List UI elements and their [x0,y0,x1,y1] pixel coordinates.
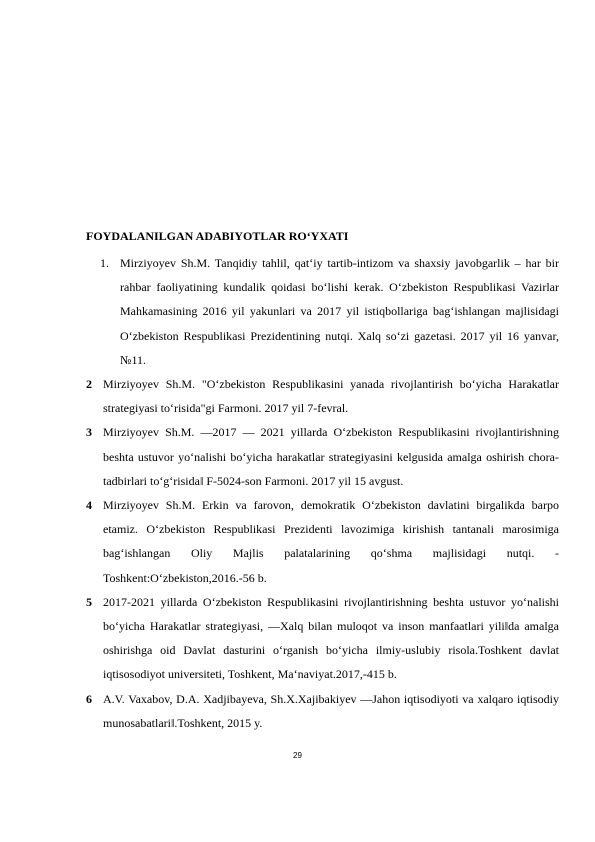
reference-number: 3 [86,425,92,440]
reference-text: Mirziyoyev Sh.M. Erkin va farovon, demokratik O‘zbekiston davlatini birgalikda barpo etamiz. O‘zbekiston Respublikasi Prezidenti lavozimiga kirishish tantanali marosimiga bag‘ishlangan Oliy Majlis palatalarining qo‘shma majlisidagi nutqi. - Toshkent:O‘zbekiston,2016.-56 b. [103,498,559,585]
references-list [86,251,559,735]
reference-text: Mirziyoyev Sh.M. ―2017 — 2021 yillarda O‘zbekiston Respublikasini rivojlantirishning beshta ustuvor yo‘nalishi bo‘yicha harakatlar strategiyasini kelgusida amalga oshirish chora-tadbirlari to‘g‘risida‖ F-5024-son Farmoni. 2017 yil 15 avgust. [103,425,559,488]
reference-item-4 [86,493,559,590]
reference-number: 4 [86,498,92,513]
reference-item-3 [86,420,559,493]
reference-number: 2 [86,377,92,392]
reference-number: 6 [86,691,92,706]
reference-text: A.V. Vaxabov, D.A. Xadjibayeva, Sh.X.Xajibakiyev ―Jahon iqtisodiyoti va xalqaro iqtisodiy munosabatlari‖.Toshkent, 2015 y. [103,691,559,730]
reference-number: 1. [100,256,109,270]
reference-item-2 [86,372,559,420]
references-heading: FOYDALANILGAN ADABIYOTLAR RO‘YXATI [86,229,349,243]
reference-item-1 [86,251,559,372]
reference-text: Mirziyoyev Sh.M. "O‘zbekiston Respublikasini yanada rivojlantirish bo‘yicha Harakatlar strategiyasi to‘risida"gi Farmoni. 2017 yil 7-fevral. [103,377,559,416]
reference-item-5 [86,590,559,687]
reference-item-6 [86,687,559,735]
reference-text: Mirziyoyev Sh.M. Tanqidiy tahlil, qat‘iy tartib-intizom va shaxsiy javobgarlik – har bir rahbar faoliyatining kundalik qoidasi bo‘lishi kerak. O‘zbekiston Respublikasi Vazirlar Mahkamasining 2016 yil yakunlari va 2017 yil istiqbollariga bag‘ishlangan majlisidagi O‘zbekiston Respublikasi Prezidentining nutqi. Xalq so‘zi gazetasi. 2017 yil 16 yanvar, №11. [120,256,559,367]
reference-number: 5 [86,594,92,609]
reference-text: 2017-2021 yillarda O‘zbekiston Respublikasini rivojlantirishning beshta ustuvor yo‘nalishi bo‘yicha Harakatlar strategiyasi, ―Xalq bilan muloqot va inson manfaatlari yili‖da amalga oshirishga oid Davlat dasturini o‘rganish bo‘yicha ilmiy-uslubiy risola.Toshkent davlat iqtisosodiyot universiteti, Toshkent, Ma‘naviyat.2017,-415 b. [103,594,559,682]
page-number: 29 [293,751,302,760]
